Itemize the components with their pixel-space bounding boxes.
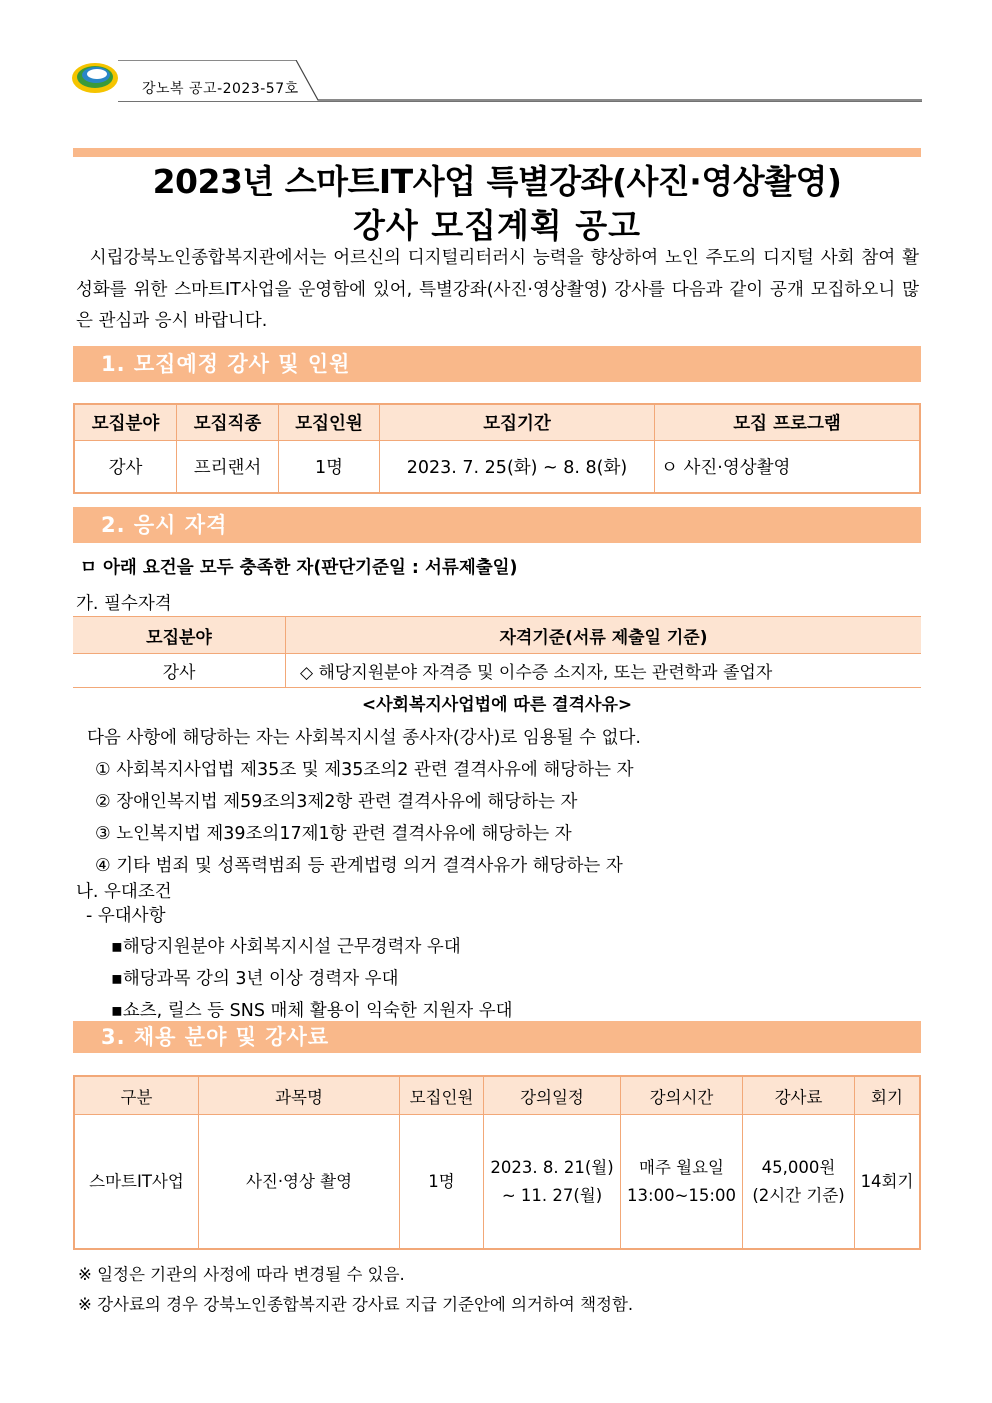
qual-col-field: 모집분야 (73, 617, 286, 654)
disqualification-item: ② 장애인복지법 제59조의3제2항 관련 결격사유에 해당하는 자 (95, 792, 578, 812)
sub-heading-preference: 나. 우대조건 (76, 882, 172, 902)
cell-field: 강사 (74, 441, 177, 494)
requirement-text: ㅁ 아래 요건을 모두 충족한 자(판단기준일 : 서류제출일) (80, 558, 518, 578)
disqualification-item: ③ 노인복지법 제39조의17제1항 관련 결격사유에 해당하는 자 (95, 824, 572, 844)
qual-cell-criteria: ◇ 해당지원분야 자격증 및 이수증 소지자, 또는 관련학과 졸업자 (286, 654, 922, 688)
section-3-header: 3. 채용 분야 및 강사료 (73, 1021, 921, 1053)
sub-heading-required: 가. 필수자격 (76, 594, 172, 614)
fee-col-category: 구분 (74, 1076, 199, 1115)
fee-cell-sessions: 14회기 (855, 1115, 921, 1250)
qual-cell-field: 강사 (73, 654, 286, 688)
page-subtitle: 강사 모집계획 공고 (352, 206, 641, 245)
intro-paragraph: 시립강북노인종합복지관에서는 어르신의 디지털리터러시 능력을 향상하여 노인 주도의 디지털 사회 참여 활성화를 위한 스마트IT사업을 운영함에 있어, 특별강좌(사진·영상촬영) 강사를 다음과 같이 공개 모집하오니 많은 관심과 응시 바랍니다. (76, 248, 919, 331)
fee-col-schedule: 강의일정 (484, 1076, 621, 1115)
schedule-start: 2023. 8. 21(월) (490, 1157, 614, 1177)
note: ※ 강사료의 경우 강북노인종합복지관 강사료 지급 기준안에 의거하여 책정함. (78, 1295, 634, 1314)
fee-col-time: 강의시간 (621, 1076, 743, 1115)
col-job: 모집직종 (177, 404, 279, 441)
doc-number: 강노복 공고-2023-57호 (142, 81, 299, 97)
qual-col-criteria: 자격기준(서류 제출일 기준) (286, 617, 922, 654)
cell-job: 프리랜서 (177, 441, 279, 494)
preference-item: ▪해당지원분야 사회복지시설 근무경력자 우대 (111, 937, 461, 957)
page-title: 2023년 스마트IT사업 특별강좌(사진·영상촬영) (152, 162, 842, 201)
section-2-header: 2. 응시 자격 (73, 507, 921, 543)
fee-amount: 45,000원 (761, 1157, 836, 1177)
cell-count: 1명 (279, 441, 380, 494)
fee-cell-count: 1명 (400, 1115, 484, 1250)
disqualification-item: ① 사회복지사업법 제35조 및 제35조의2 관련 결격사유에 해당하는 자 (95, 760, 634, 780)
preference-item: ▪쇼츠, 릴스 등 SNS 매체 활용이 익숙한 지원자 우대 (111, 1001, 513, 1021)
fee-cell-fee (743, 1115, 855, 1250)
preference-label: - 우대사항 (86, 906, 166, 926)
fee-cell-category: 스마트IT사업 (74, 1115, 199, 1250)
fee-col-fee: 강사료 (743, 1076, 855, 1115)
disqualification-item: ④ 기타 범죄 및 성폭력범죄 등 관계법령 의거 결격사유가 해당하는 자 (95, 856, 623, 876)
fee-table (73, 1075, 921, 1250)
time-day: 매주 월요일 (639, 1157, 724, 1177)
cell-program: ㅇ 사진·영상촬영 (655, 441, 921, 494)
cell-period: 2023. 7. 25(화) ~ 8. 8(화) (380, 441, 655, 494)
recruitment-table (73, 403, 921, 494)
col-period: 모집기간 (380, 404, 655, 441)
preference-item: ▪해당과목 강의 3년 이상 경력자 우대 (111, 969, 399, 989)
fee-col-subject: 과목명 (199, 1076, 400, 1115)
fee-basis: (2시간 기준) (752, 1185, 845, 1205)
logo-icon (70, 58, 120, 98)
disqualification-title: <사회복지사업법에 따른 결격사유> (361, 695, 633, 715)
time-hours: 13:00~15:00 (627, 1185, 736, 1205)
col-count: 모집인원 (279, 404, 380, 441)
col-program: 모집 프로그램 (655, 404, 921, 441)
fee-cell-time (621, 1115, 743, 1250)
fee-cell-schedule (484, 1115, 621, 1250)
col-field: 모집분야 (74, 404, 177, 441)
section-1-header: 1. 모집예정 강사 및 인원 (73, 346, 921, 382)
qualification-table (73, 616, 921, 688)
fee-col-sessions: 회기 (855, 1076, 921, 1115)
fee-cell-subject: 사진·영상 촬영 (199, 1115, 400, 1250)
note: ※ 일정은 기관의 사정에 따라 변경될 수 있음. (78, 1265, 405, 1284)
schedule-end: ~ 11. 27(월) (501, 1185, 603, 1205)
disqualification-intro: 다음 사항에 해당하는 자는 사회복지시설 종사자(강사)로 임용될 수 없다. (87, 728, 641, 748)
fee-col-count: 모집인원 (400, 1076, 484, 1115)
